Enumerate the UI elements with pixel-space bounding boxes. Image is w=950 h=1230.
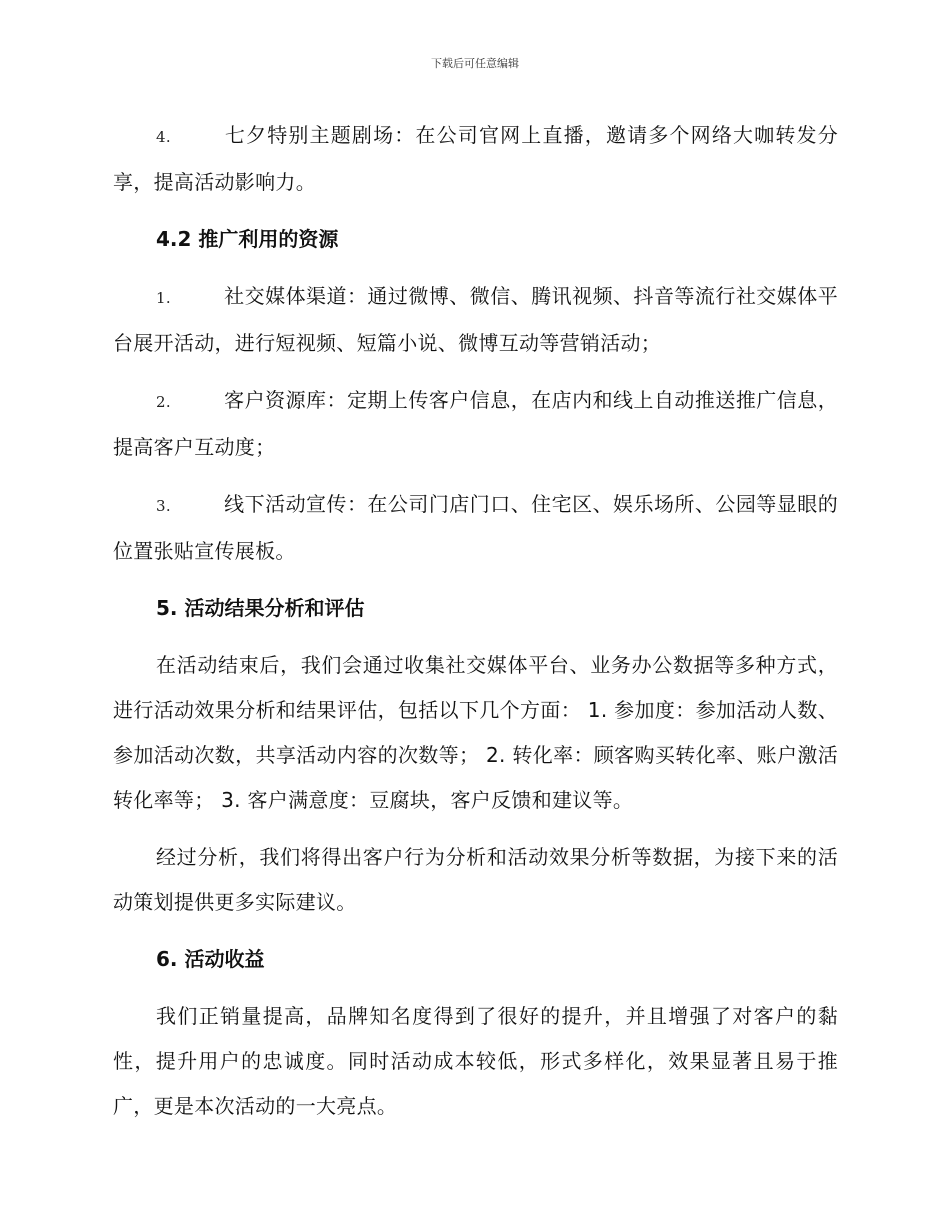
list-item-number: 1. [156, 289, 171, 307]
page-header: 下载后可任意编辑 [431, 57, 519, 70]
list-item-number: 3. [156, 497, 171, 515]
list-item-text: 社交媒体渠道：通过微博、微信、腾讯视频、抖音等流行社交媒体平台展开活动，进行短视频、短篇小说、微博互动等营销活动； [113, 284, 838, 355]
resource-item-3 [113, 482, 838, 574]
list-item-text: 七夕特别主题剧场：在公司官网上直播，邀请多个网络大咖转发分享，提高活动影响力。 [113, 123, 838, 194]
list-item-text: 客户资源库：定期上传客户信息，在店内和线上自动推送推广信息，提高客户互动度； [113, 388, 838, 459]
section-heading-6: 6. 活动收益 [156, 947, 265, 971]
list-item-text: 线下活动宣传：在公司门店门口、住宅区、娱乐场所、公园等显眼的位置张贴宣传展板。 [113, 492, 838, 563]
list-item-number: 2. [156, 393, 171, 411]
document-body [113, 113, 838, 1141]
resource-item-2 [113, 378, 838, 470]
list-item-number: 4. [156, 128, 171, 146]
analysis-paragraph: 在活动结束后，我们会通过收集社交媒体平台、业务办公数据等多种方式，进行活动效果分析和结果评估，包括以下几个方面： 1. 参加度：参加活动人数、参加活动次数，共享活动内容的次数等； 2. 转化率：顾客购买转化率、账户激活转化率等； 3. 客户满意度：豆腐块，客户反馈和建议等。 [113, 653, 838, 812]
section-heading-4-2: 4.2 推广利用的资源 [156, 227, 339, 251]
benefit-paragraph: 我们正销量提高，品牌知名度得到了很好的提升，并且增强了对客户的黏性，提升用户的忠诚度。同时活动成本较低，形式多样化，效果显著且易于推广，更是本次活动的一大亮点。 [113, 1004, 838, 1118]
resource-item-1 [113, 274, 838, 366]
list-item-4 [113, 113, 838, 205]
analysis-conclusion-paragraph: 经过分析，我们将得出客户行为分析和活动效果分析等数据，为接下来的活动策划提供更多实际建议。 [113, 845, 838, 914]
section-heading-5: 5. 活动结果分析和评估 [156, 596, 365, 620]
